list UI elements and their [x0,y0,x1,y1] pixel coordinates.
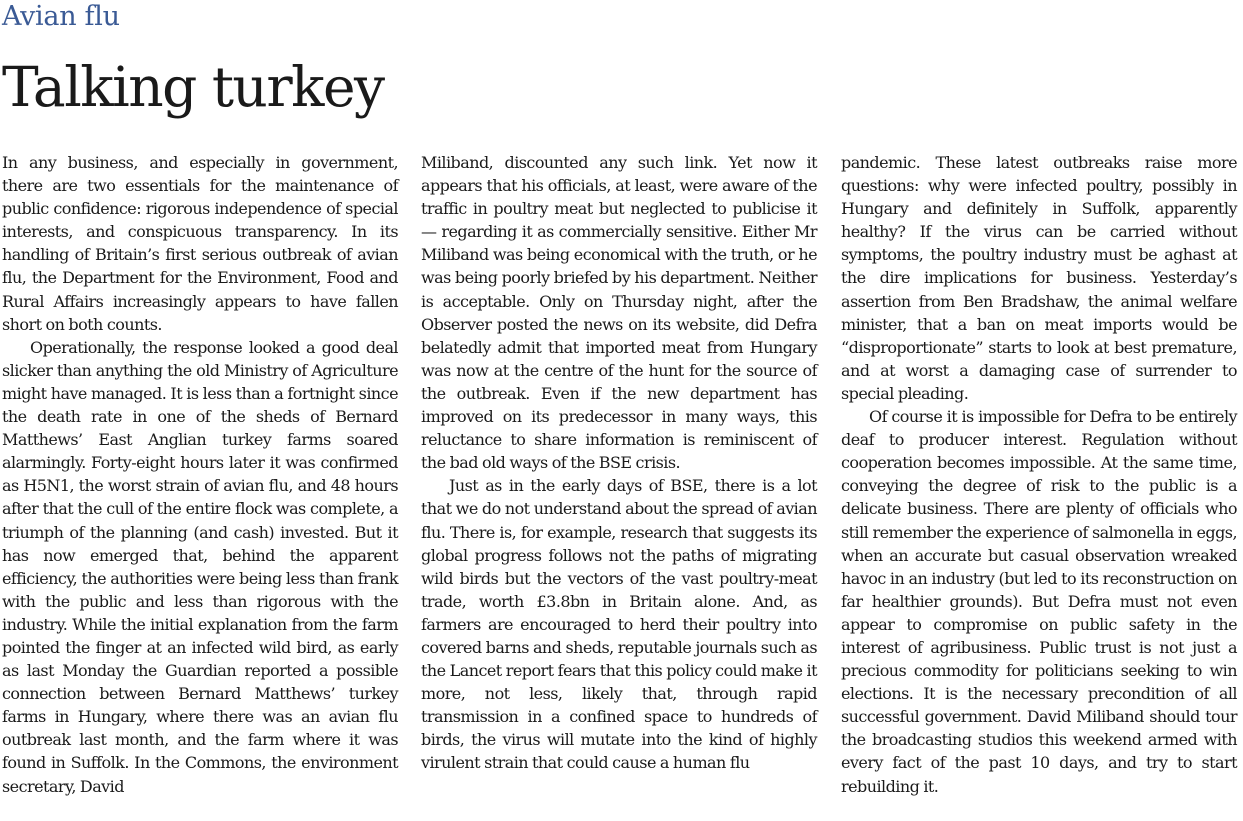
paragraph: Just as in the early days of BSE, there is a lot that we do not understand about the spread of avian flu. There is, for example, research that suggests its global progress follows not the paths of migrating wild birds but the vectors of the vast poultry-meat trade, worth £3.8bn in Britain alone. And, as farmers are encouraged to herd their poultry into covered barns and sheds, reputable journals such as the Lancet report fears that this policy could make it more, not less, likely that, through rapid transmission in a confined space to hundreds of birds, the virus will mutate into the kind of highly virulent strain that could cause a human flu [421,476,817,773]
article-headline: Talking turkey [2,55,384,119]
paragraph: Miliband, discounted any such link. Yet now it appears that his officials, at least, were aware of the traffic in poultry meat but neglected to publicise it — regarding it as commercially sensitive. Either Mr Miliband was being economical with the truth, or he was being poorly briefed by his department. Neither is acceptable. Only on Thursday night, after the Observer posted the news on its website, did Defra belatedly admit that imported meat from Hungary was now at the centre of the hunt for the source of the outbreak. Even if the new department has improved on its predecessor in many ways, this reluctance to share information is reminiscent of the bad old ways of the BSE crisis. [421,153,817,473]
section-kicker: Avian flu [2,1,120,32]
paragraph: pandemic. These latest outbreaks raise more questions: why were infected poultry, possibly in Hungary and definitely in Suffolk, apparently healthy? If the virus can be carried without symptoms, the poultry industry must be aghast at the dire implications for business. Yesterday’s assertion from Ben Bradshaw, the animal welfare minister, that a ban on meat imports would be “disproportionate” starts to look at best premature, and at worst a damaging case of surrender to special pleading. [841,153,1237,403]
article-column-2 [421,151,817,775]
article-column-1 [2,151,398,798]
paragraph: Of course it is impossible for Defra to be entirely deaf to producer interest. Regulation without cooperation becomes impossible. At the same time, conveying the degree of risk to the public is a delicate business. There are plenty of officials who still remember the experience of salmonella in eggs, when an accurate but casual observation wreaked havoc in an industry (but led to its reconstruction on far healthier grounds). But Defra must not even appear to compromise on public safety in the interest of agribusiness. Public trust is not just a precious commodity for politicians seeking to win elections. It is the necessary precondition of all successful government. David Miliband should tour the broadcasting studios this weekend armed with every fact of the past 10 days, and try to start rebuilding it. [841,407,1237,796]
article-column-3 [841,151,1237,798]
paragraph: In any business, and especially in government, there are two essentials for the maintenance of public confidence: rigorous independence of special interests, and conspicuous transparency. In its handling of Britain’s first serious outbreak of avian flu, the Department for the Environment, Food and Rural Affairs increasingly appears to have fallen short on both counts. [2,153,398,334]
paragraph: Operationally, the response looked a good deal slicker than anything the old Ministry of Agriculture might have managed. It is less than a fortnight since the death rate in one of the sheds of Bernard Matthews’ East Anglian turkey farms soared alarmingly. Forty-eight hours later it was confirmed as H5N1, the worst strain of avian flu, and 48 hours after that the cull of the entire flock was complete, a triumph of the planning (and cash) invested. But it has now emerged that, behind the apparent efficiency, the authorities were being less than frank with the public and less than rigorous with the industry. While the initial explanation from the farm pointed the finger at an infected wild bird, as early as last Monday the Guardian reported a possible connection between Bernard Matthews’ turkey farms in Hungary, where there was an avian flu outbreak last month, and the farm where it was found in Suffolk. In the Commons, the environment secretary, David [2,337,398,796]
